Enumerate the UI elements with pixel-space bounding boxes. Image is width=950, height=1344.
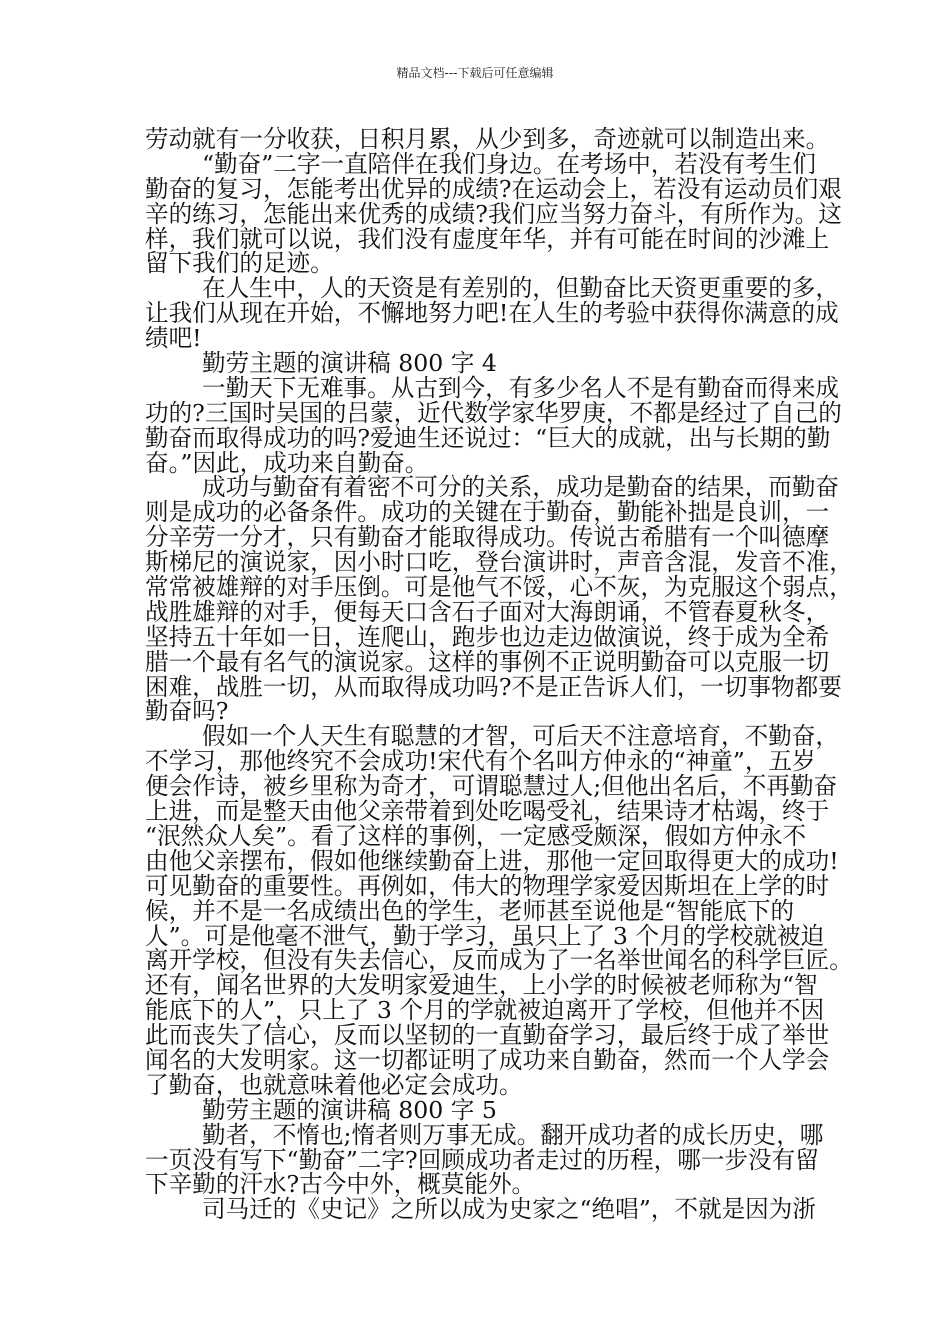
text-line: 绩吧! — [145, 324, 202, 353]
text-line: 勤奋吗? — [145, 697, 229, 726]
text-line: 让我们从现在开始，不懈地努力吧!在人生的考验中获得你满意的成 — [145, 299, 839, 328]
text-line: 则是成功的必备条件。成功的关键在于勤奋，勤能补拙是良训，一 — [145, 498, 830, 527]
text-line: “泯然众人矣”。看了这样的事例，一定感受颇深，假如方仲永不 — [145, 821, 807, 850]
text-line: 勤劳主题的演讲稿 800 字 5 — [202, 1095, 497, 1124]
text-line: 一勤天下无难事。从古到今，有多少名人不是有勤奋而得来成 — [202, 373, 840, 402]
text-line: 假如一个人天生有聪慧的才智，可后天不注意培育，不勤奋， — [202, 722, 840, 751]
text-line: 由他父亲摆布，假如他继续勤奋上进，那他一定回取得更大的成功! — [145, 846, 839, 875]
text-line: 腊一个最有名气的演说家。这样的事例不正说明勤奋可以克服一切 — [145, 647, 830, 676]
text-line: 困难，战胜一切，从而取得成功吗?不是正告诉人们，一切事物都要 — [145, 672, 842, 701]
text-line: 还有，闻名世界的大发明家爱迪生，上小学的时候被老师称为“智 — [145, 971, 818, 1000]
text-line: 勤奋而取得成功的吗?爱迪生还说过：“巨大的成就，出与长期的勤 — [145, 423, 831, 452]
text-line: 劳动就有一分收获，日积月累，从少到多，奇迹就可以制造出来。 — [145, 125, 830, 153]
text-line: 战胜雄辩的对手，便每天口含石子面对大海朗诵，不管春夏秋冬， — [145, 597, 830, 626]
text-line: 司马迁的《史记》之所以成为史家之“绝唱”，不就是因为浙 — [202, 1195, 816, 1224]
text-line: 上进，而是整天由他父亲带着到处吃喝受礼，结果诗才枯竭，终于 — [145, 797, 830, 826]
text-line: 分辛劳一分才，只有勤奋才能取得成功。传说古希腊有一个叫德摩 — [145, 523, 830, 552]
text-line: 样，我们就可以说，我们没有虚度年华，并有可能在时间的沙滩上 — [145, 224, 830, 253]
text-line: 勤劳主题的演讲稿 800 字 4 — [202, 349, 497, 378]
page-header: 精品文档---下载后可任意编辑 — [396, 66, 554, 80]
text-line: 下辛勤的汗水?古今中外，概莫能外。 — [145, 1170, 536, 1199]
text-line: 便会作诗，被乡里称为奇才，可谓聪慧过人;但他出名后，不再勤奋 — [145, 772, 838, 801]
text-line: 辛的练习，怎能出来优秀的成绩?我们应当努力奋斗，有所作为。这 — [145, 199, 842, 228]
text-line: 能底下的人”，只上了 3 个月的学就被迫离开了学校，但他并不因 — [145, 996, 825, 1025]
text-line: 勤者，不惰也;惰者则万事无成。翻开成功者的成长历史，哪 — [202, 1120, 824, 1149]
text-line: “勤奋”二字一直陪伴在我们身边。在考场中，若没有考生们 — [202, 149, 816, 178]
text-line: 一页没有写下“勤奋”二字?回顾成功者走过的历程，哪一步没有留 — [145, 1145, 819, 1174]
text-line: 此而丧失了信心，反而以坚韧的一直勤奋学习，最后终于成了举世 — [145, 1021, 830, 1050]
text-line: 人”。可是他毫不泄气，勤于学习，虽只上了 3 个月的学校就被迫 — [145, 921, 825, 950]
text-line: 成功与勤奋有着密不可分的关系，成功是勤奋的结果，而勤奋 — [202, 473, 840, 502]
text-line: 功的?三国时吴国的吕蒙，近代数学家华罗庚，不都是经过了自己的 — [145, 398, 842, 427]
text-line: 可见勤奋的重要性。再例如，伟大的物理学家爱因斯坦在上学的时 — [145, 871, 830, 900]
text-line: 常常被雄辩的对手压倒。可是他气不馁，心不灰，为克服这个弱点， — [145, 573, 853, 602]
text-line: 闻名的大发明家。这一切都证明了成功来自勤奋，然而一个人学会 — [145, 1045, 830, 1074]
text-line: 在人生中，人的天资是有差别的，但勤奋比天资更重要的多， — [202, 274, 840, 303]
text-line: 奋。”因此，成功来自勤奋。 — [145, 448, 429, 477]
text-line: 不学习，那他终究不会成功!宋代有个名叫方仲永的“神童”，五岁 — [145, 747, 816, 776]
text-line: 斯梯尼的演说家，因小时口吃，登台演讲时，声音含混，发音不准， — [145, 548, 853, 577]
document-body — [145, 125, 853, 1224]
text-line: 离开学校，但没有失去信心，反而成为了一名举世闻名的科学巨匠。 — [145, 946, 853, 975]
text-line: 了勤奋，也就意味着他必定会成功。 — [145, 1070, 523, 1099]
text-line: 坚持五十年如一日，连爬山，跑步也边走边做演说，终于成为全希 — [145, 622, 830, 651]
text-line: 留下我们的足迹。 — [145, 249, 334, 278]
text-line: 勤奋的复习，怎能考出优异的成绩?在运动会上，若没有运动员们艰 — [145, 174, 842, 203]
text-line: 候，并不是一名成绩出色的学生，老师甚至说他是“智能底下的 — [145, 896, 795, 925]
